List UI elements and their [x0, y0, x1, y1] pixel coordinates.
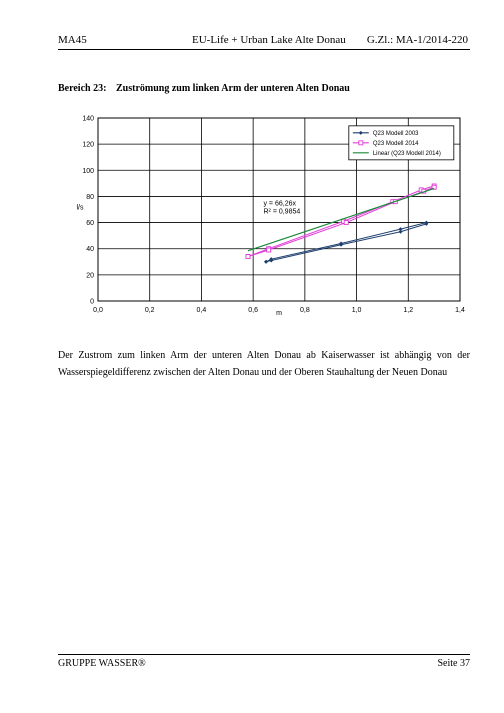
footer-left: GRUPPE WASSER®	[58, 658, 146, 669]
y-tick-label: 60	[86, 220, 94, 228]
y-tick-label: 40	[86, 246, 94, 254]
y-tick-label: 0	[90, 298, 94, 306]
x-tick-label: 1,2	[403, 307, 414, 314]
header-center: EU-Life + Urban Lake Alte Donau	[192, 34, 346, 46]
page-header	[58, 34, 468, 48]
x-tick-label: 0,2	[144, 307, 155, 314]
data-point	[246, 255, 250, 259]
header-left: MA45	[58, 34, 87, 46]
section-number: Bereich 23:	[58, 83, 107, 94]
regression-equation: y = 66,26x	[263, 200, 296, 208]
body-text	[58, 347, 470, 381]
legend-label: Q23 Modell 2014	[372, 141, 419, 148]
footer-right: Seite 37	[437, 658, 470, 669]
body-line-1: Der Zustrom zum linken Arm der unteren Alten Donau ab Kaiserwasser ist abhängig von der	[58, 350, 470, 361]
r-squared: R² = 0,9854	[263, 208, 301, 216]
body-line-2: Wasserspiegeldifferenz zwischen der Alten Donau und der Oberen Stauhaltung der Neuen Donau	[58, 367, 448, 378]
x-tick-label: 1,4	[455, 307, 465, 314]
legend-marker	[359, 141, 363, 145]
data-point	[267, 248, 271, 252]
x-tick-label: 0,6	[248, 307, 259, 314]
section-heading: Zuströmung zum linken Arm der unteren Alten Donau	[116, 83, 350, 94]
chart	[70, 110, 470, 320]
x-tick-label: 0,4	[196, 307, 207, 314]
footer-rule	[58, 654, 470, 655]
x-axis-label: m	[276, 310, 282, 317]
y-tick-label: 140	[82, 115, 94, 123]
header-rule	[58, 49, 470, 50]
x-tick-label: 1,0	[351, 307, 362, 314]
y-tick-label: 20	[86, 272, 94, 280]
y-tick-label: 80	[86, 193, 94, 201]
section-title	[58, 83, 350, 94]
page-footer	[58, 658, 470, 672]
y-tick-label: 120	[82, 141, 94, 149]
x-tick-label: 0,8	[299, 307, 310, 314]
y-axis-label: l/s	[76, 204, 84, 212]
legend-label: Q23 Modell 2003	[372, 131, 419, 138]
data-point	[344, 221, 348, 225]
x-tick-label: 0,0	[93, 307, 103, 314]
legend-label: Linear (Q23 Modell 2014)	[372, 151, 441, 158]
header-right: G.Zl.: MA-1/2014-220	[366, 34, 468, 46]
y-tick-label: 100	[82, 167, 94, 175]
